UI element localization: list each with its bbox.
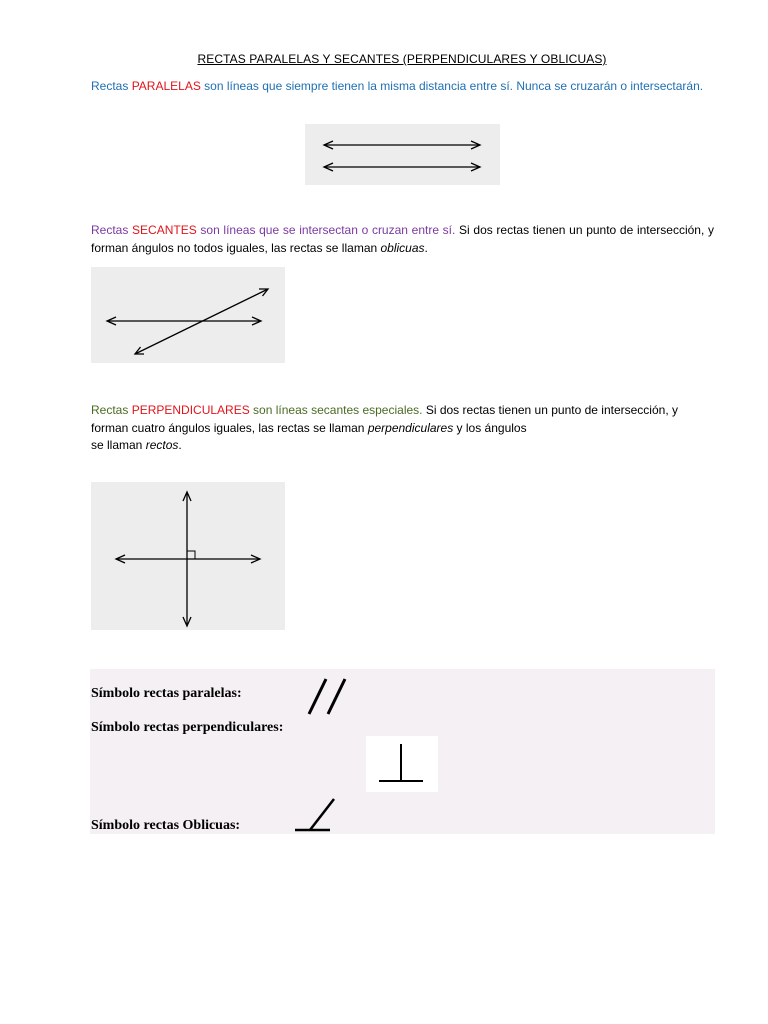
parallel-lines-diagram — [305, 124, 500, 185]
paralelas-paragraph — [91, 78, 714, 96]
oblique-symbol-svg — [292, 796, 338, 834]
secantes-end: . — [424, 240, 428, 255]
secantes-keyword: SECANTES — [132, 223, 197, 237]
secantes-italic: oblicuas — [380, 240, 425, 255]
right-angle-marker — [187, 551, 195, 559]
oblique-slant-stroke — [310, 799, 334, 830]
perpendiculares-description: Si dos rectas tienen un punto de intersección, y forman cuatro ángulos iguales, las rectas se llaman — [91, 403, 678, 435]
perpendiculares-description-2: y los ángulos — [453, 420, 527, 435]
perpendicular-symbol-label: Símbolo rectas perpendiculares: — [91, 720, 284, 735]
perpendiculares-keyword: PERPENDICULARES — [131, 403, 250, 417]
paralelas-description: son líneas que siempre tienen la misma distancia entre sí. Nunca se cruzarán o intersectarán. — [200, 79, 704, 93]
oblique-symbol-label: Símbolo rectas Oblicuas: — [91, 818, 241, 833]
perpendiculares-paragraph — [91, 402, 714, 455]
parallel-stroke-1 — [309, 679, 326, 714]
parallel-lines-svg — [305, 124, 500, 185]
secantes-colored-text: son líneas que se intersectan o cruzan entre sí. — [196, 223, 456, 237]
perpendiculares-prefix: Rectas — [91, 403, 132, 417]
perpendiculares-line3: se llaman — [91, 438, 146, 452]
secant-lines-svg — [91, 267, 285, 363]
perpendicular-lines-svg — [91, 482, 285, 630]
paralelas-keyword: PARALELAS — [131, 79, 201, 93]
parallel-symbol — [303, 676, 353, 718]
secantes-paragraph — [91, 222, 714, 257]
perpendiculares-italic-2: rectos — [145, 438, 179, 452]
perpendicular-symbol — [366, 736, 438, 792]
perpendiculares-italic: perpendiculares — [367, 420, 454, 435]
perpendiculares-colored-text: son líneas secantes especiales. — [249, 403, 423, 417]
secantes-description: Si dos rectas tienen un punto de intersección, y forman ángulos no todos iguales, las rectas se llaman — [91, 223, 714, 255]
parallel-symbol-label: Símbolo rectas paralelas: — [91, 686, 242, 701]
oblique-symbol — [292, 796, 338, 834]
paralelas-prefix: Rectas — [91, 79, 132, 93]
perpendicular-lines-diagram — [91, 482, 285, 630]
parallel-symbol-svg — [303, 676, 353, 718]
secant-lines-diagram — [91, 267, 285, 363]
page-title: RECTAS PARALELAS Y SECANTES (PERPENDICULARES Y OBLICUAS) — [197, 52, 607, 66]
parallel-stroke-2 — [328, 679, 345, 714]
perpendicular-symbol-svg — [366, 736, 438, 792]
perpendiculares-end: . — [178, 438, 182, 452]
secantes-prefix: Rectas — [91, 223, 133, 237]
